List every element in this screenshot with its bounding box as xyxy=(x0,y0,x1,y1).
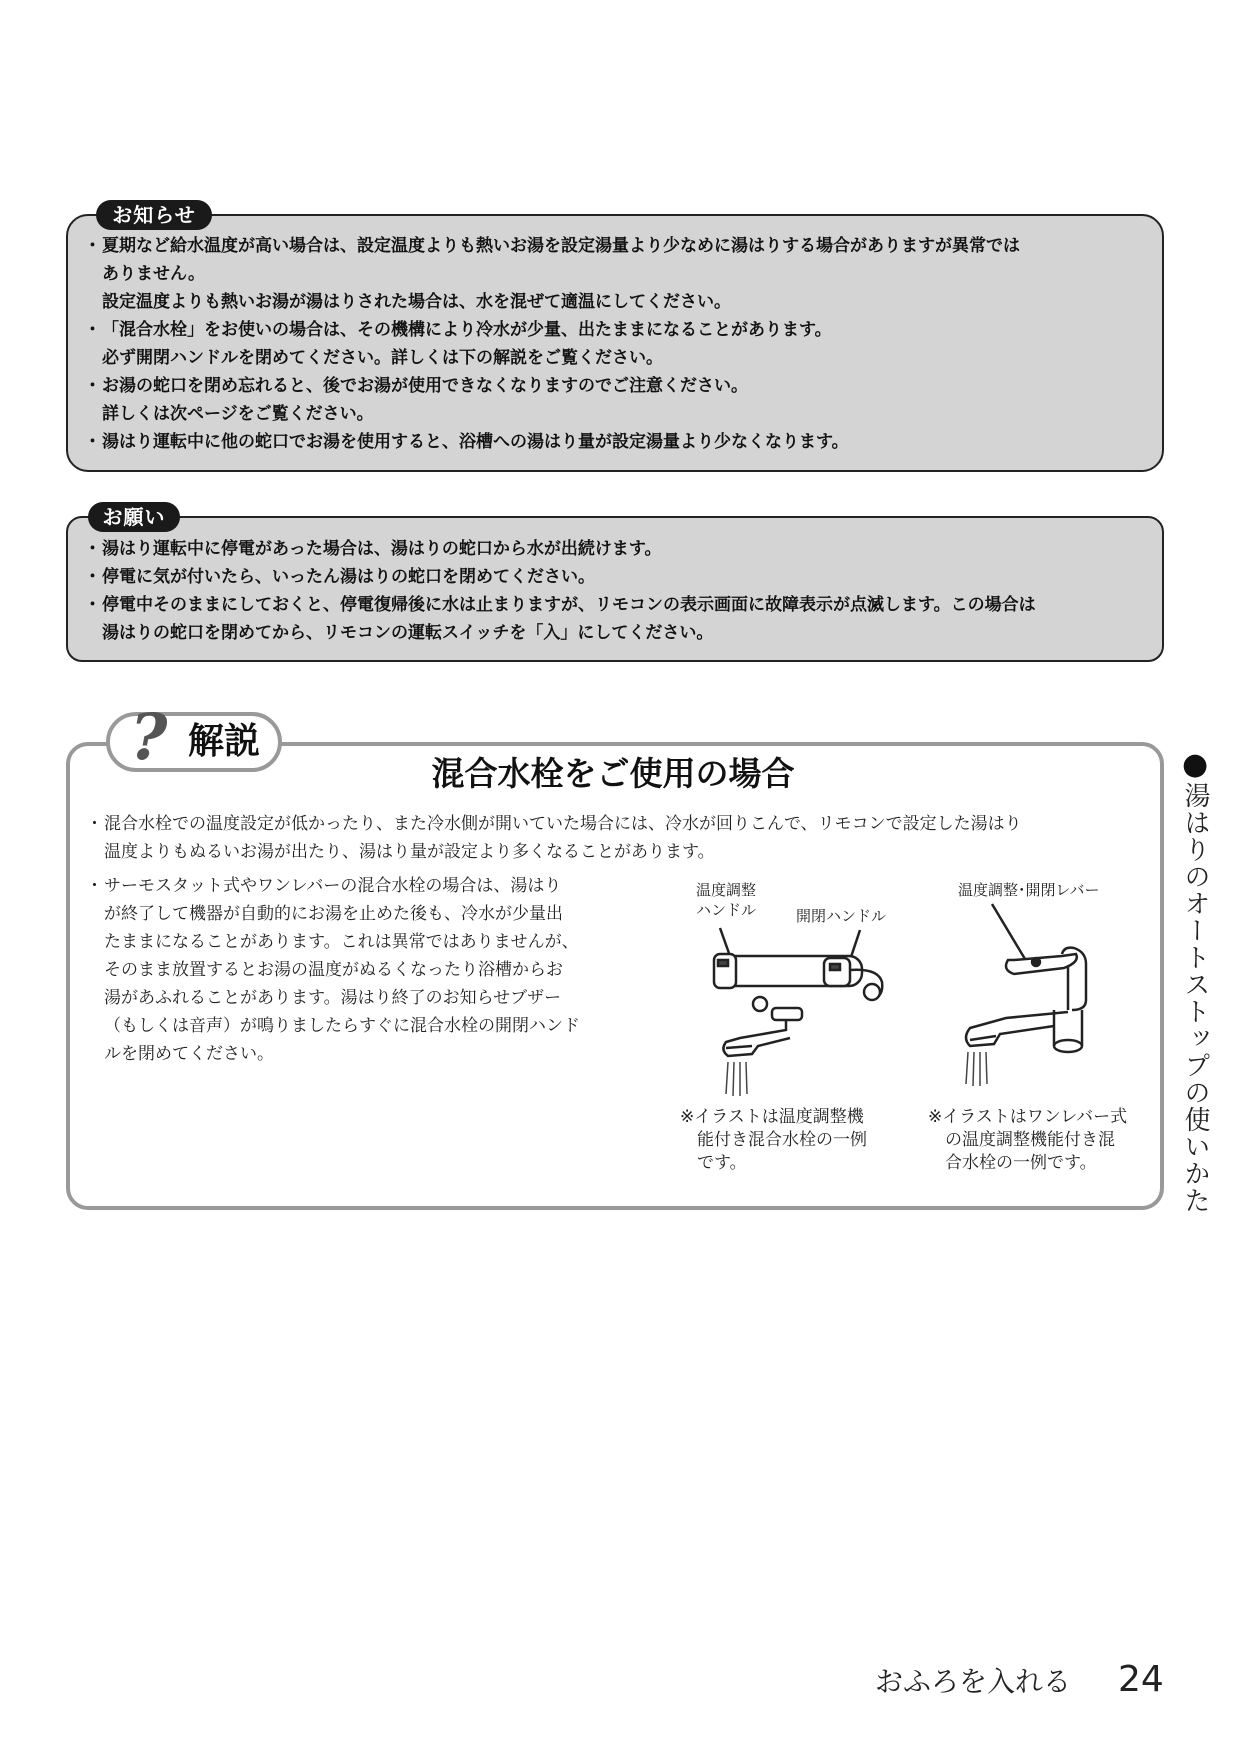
request-line-3: ・ 停電中そのままにしておくと、停電復帰後に水は止まりますが、リモコンの表示画面に故障表示が点滅します。この場合は xyxy=(84,595,1036,615)
side-bullet-icon: ● xyxy=(1182,747,1209,782)
request-line-2: ・ 停電に気が付いたら、いったん湯はりの蛇口を閉めてください。 xyxy=(84,567,595,587)
notice-line-8: ・ 湯はり運転中に他の蛇口でお湯を使用すると、浴槽への湯はり量が設定湯量より少なくなります。 xyxy=(84,432,849,452)
explanation-p2-line-7: ルを閉めてください。 xyxy=(104,1044,274,1064)
side-section-title: 湯はりのオートストップの使いかた xyxy=(1180,782,1210,1214)
illustration2-note: ※イラストはワンレバー式 の温度調整機能付き混 合水栓の一例です。 xyxy=(928,1107,1128,1173)
notice-line-3: 設定温度よりも熱いお湯が湯はりされた場合は、水を混ぜて適温にしてください。 xyxy=(102,292,731,312)
notice-label: お知らせ xyxy=(96,200,212,230)
notice-line-5: 必ず開閉ハンドルを閉めてください。詳しくは下の解説をご覧ください。 xyxy=(102,348,663,368)
explanation-p2-line-5: 湯があふれることがあります。湯はり終了のお知らせブザー xyxy=(104,988,562,1008)
explanation-p2-line-2: が終了して機器が自動的にお湯を止めた後も、冷水が少量出 xyxy=(104,904,563,924)
notice-line-4: ・ 「混合水栓」をお使いの場合は、その機構により冷水が少量、出たままになることがあります。 xyxy=(84,320,832,340)
notice-text xyxy=(84,232,1020,456)
notice-line-7: 詳しくは次ページをご覧ください。 xyxy=(102,404,374,424)
request-line-4: 湯はりの蛇口を閉めてから、リモコンの運転スイッチを「入」にしてください。 xyxy=(102,623,714,643)
thermostat-faucet-illustration xyxy=(700,920,900,1100)
explanation-p2-line-3: たままになることがあります。これは異常ではありませんが、 xyxy=(104,932,579,952)
footer-section-name: おふろを入れる xyxy=(875,1665,1072,1698)
explanation-label: 解説 xyxy=(188,721,261,762)
explanation-p2-line-4: そのまま放置するとお湯の温度がぬるくなったり浴槽からお xyxy=(104,960,563,980)
explanation-p1-line-1: ・ 混合水栓での温度設定が低かったり、また冷水側が開いていた場合には、冷水が回りこんで、リモコンで設定した湯はり xyxy=(86,814,1022,834)
lever-label: 温度調整･開閉レバー xyxy=(958,881,1100,899)
open-close-handle-label: 開閉ハンドル xyxy=(796,907,887,925)
request-line-1: ・ 湯はり運転中に停電があった場合は、湯はりの蛇口から水が出続けます。 xyxy=(84,539,662,559)
page-number: 24 xyxy=(1118,1659,1164,1700)
explanation-paragraph-2 xyxy=(86,872,580,1068)
temp-handle-label-line2: ハンドル xyxy=(696,901,757,919)
explanation-p1-line-2: 温度よりもぬるいお湯が出たり、湯はり量が設定より多くなることがあります。 xyxy=(104,842,715,862)
notice-line-2: ありません。 xyxy=(102,264,206,284)
explanation-title: 混合水栓をご使用の場合 xyxy=(431,754,795,793)
illustration1-note: ※イラストは温度調整機 能付き混合水栓の一例 です。 xyxy=(680,1107,867,1173)
temp-handle-label-line1: 温度調整 xyxy=(696,881,757,899)
notice-line-6: ・ お湯の蛇口を閉め忘れると、後でお湯が使用できなくなりますのでご注意ください。 xyxy=(84,376,748,396)
notice-line-1: ・ 夏期など給水温度が高い場合は、設定温度よりも熱いお湯を設定湯量より少なめに湯はりする場合がありますが異常では xyxy=(84,236,1020,256)
request-label: お願い xyxy=(88,502,180,532)
request-text xyxy=(84,535,1036,647)
question-mark-icon: ? xyxy=(130,700,168,775)
single-lever-faucet-illustration xyxy=(944,900,1124,1100)
explanation-paragraph-1 xyxy=(86,810,1022,866)
explanation-p2-line-6: （もしくは音声）が鳴りましたらすぐに混合水栓の開閉ハンド xyxy=(104,1016,580,1036)
explanation-p2-line-1: ・ サーモスタット式やワンレバーの混合水栓の場合は、湯はり xyxy=(86,876,562,896)
